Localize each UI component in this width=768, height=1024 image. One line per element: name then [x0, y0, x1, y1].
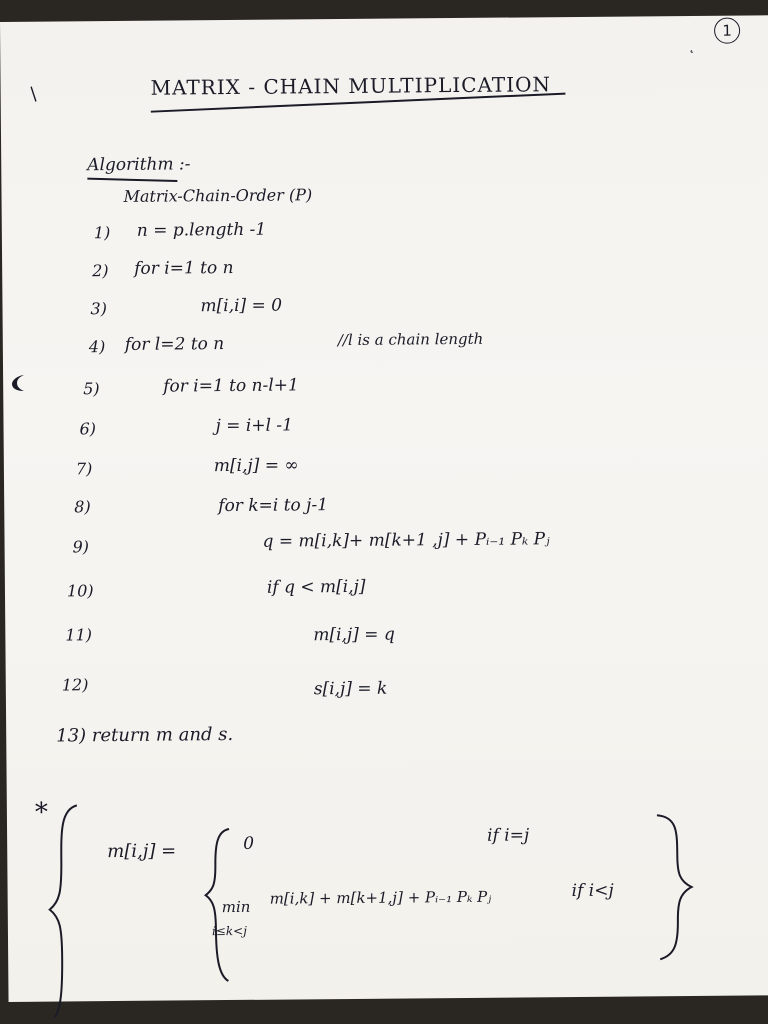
code-line: if q < m[i,j] [266, 576, 366, 598]
crescent-mark-icon [8, 372, 30, 394]
chain-length-comment: //l is a chain length [337, 329, 484, 350]
code-line: m[i,j] = ∞ [213, 455, 299, 477]
code-line: s[i,j] = k [313, 678, 388, 700]
line-number: 3) [90, 299, 108, 319]
line-number: 9) [72, 537, 90, 557]
code-line: n = p.length -1 [136, 219, 267, 241]
line-number: 6) [79, 419, 97, 439]
star-marker: * [34, 797, 49, 828]
line-number: 1) [93, 223, 111, 243]
code-line: j = i+l -1 [215, 415, 294, 437]
code-line: for l=2 to n [124, 334, 225, 355]
algorithm-heading: Algorithm :- [87, 154, 191, 176]
notebook-paper [0, 15, 768, 1002]
return-line: 13) return m and s. [56, 723, 234, 747]
heading-underline [87, 178, 177, 182]
line-number: 5) [83, 379, 100, 399]
line-number: 11) [65, 625, 93, 645]
case1-condition: if i=j [487, 825, 530, 846]
line-number: 10) [66, 581, 94, 601]
page-number: 1 [714, 18, 740, 44]
right-curly-brace-icon [647, 811, 698, 961]
recurrence-lhs: m[i,j] = [107, 840, 177, 863]
code-line: for i=1 to n [134, 257, 234, 279]
code-line: m[i,i] = 0 [200, 295, 283, 317]
line-number: 2) [92, 261, 109, 281]
tick-mark-icon: ˛ [688, 37, 696, 54]
line-number: 7) [75, 459, 93, 479]
left-curly-brace-icon [45, 801, 87, 1021]
case2-condition: if i<j [571, 880, 614, 902]
line-number: 4) [88, 337, 106, 357]
code-line: for k=i to j-1 [218, 495, 329, 517]
check-mark-icon: / [25, 83, 43, 105]
code-line: for i=1 to n-l+1 [163, 375, 299, 397]
code-line: q = m[i,k]+ m[k+1 ,j] + Pᵢ₋₁ Pₖ Pⱼ [262, 529, 550, 552]
page-title: MATRIX - CHAIN MULTIPLICATION [150, 72, 552, 100]
case1-value: 0 [243, 833, 255, 854]
min-range: i≤k<j [211, 923, 247, 939]
min-label: min [221, 897, 251, 917]
procedure-name: Matrix-Chain-Order (P) [123, 185, 313, 206]
code-line: m[i,j] = q [313, 624, 395, 646]
case2-value: m[i,k] + m[k+1,j] + Pᵢ₋₁ Pₖ Pⱼ [269, 887, 492, 908]
line-number: 8) [74, 497, 91, 517]
line-number: 12) [61, 675, 89, 695]
